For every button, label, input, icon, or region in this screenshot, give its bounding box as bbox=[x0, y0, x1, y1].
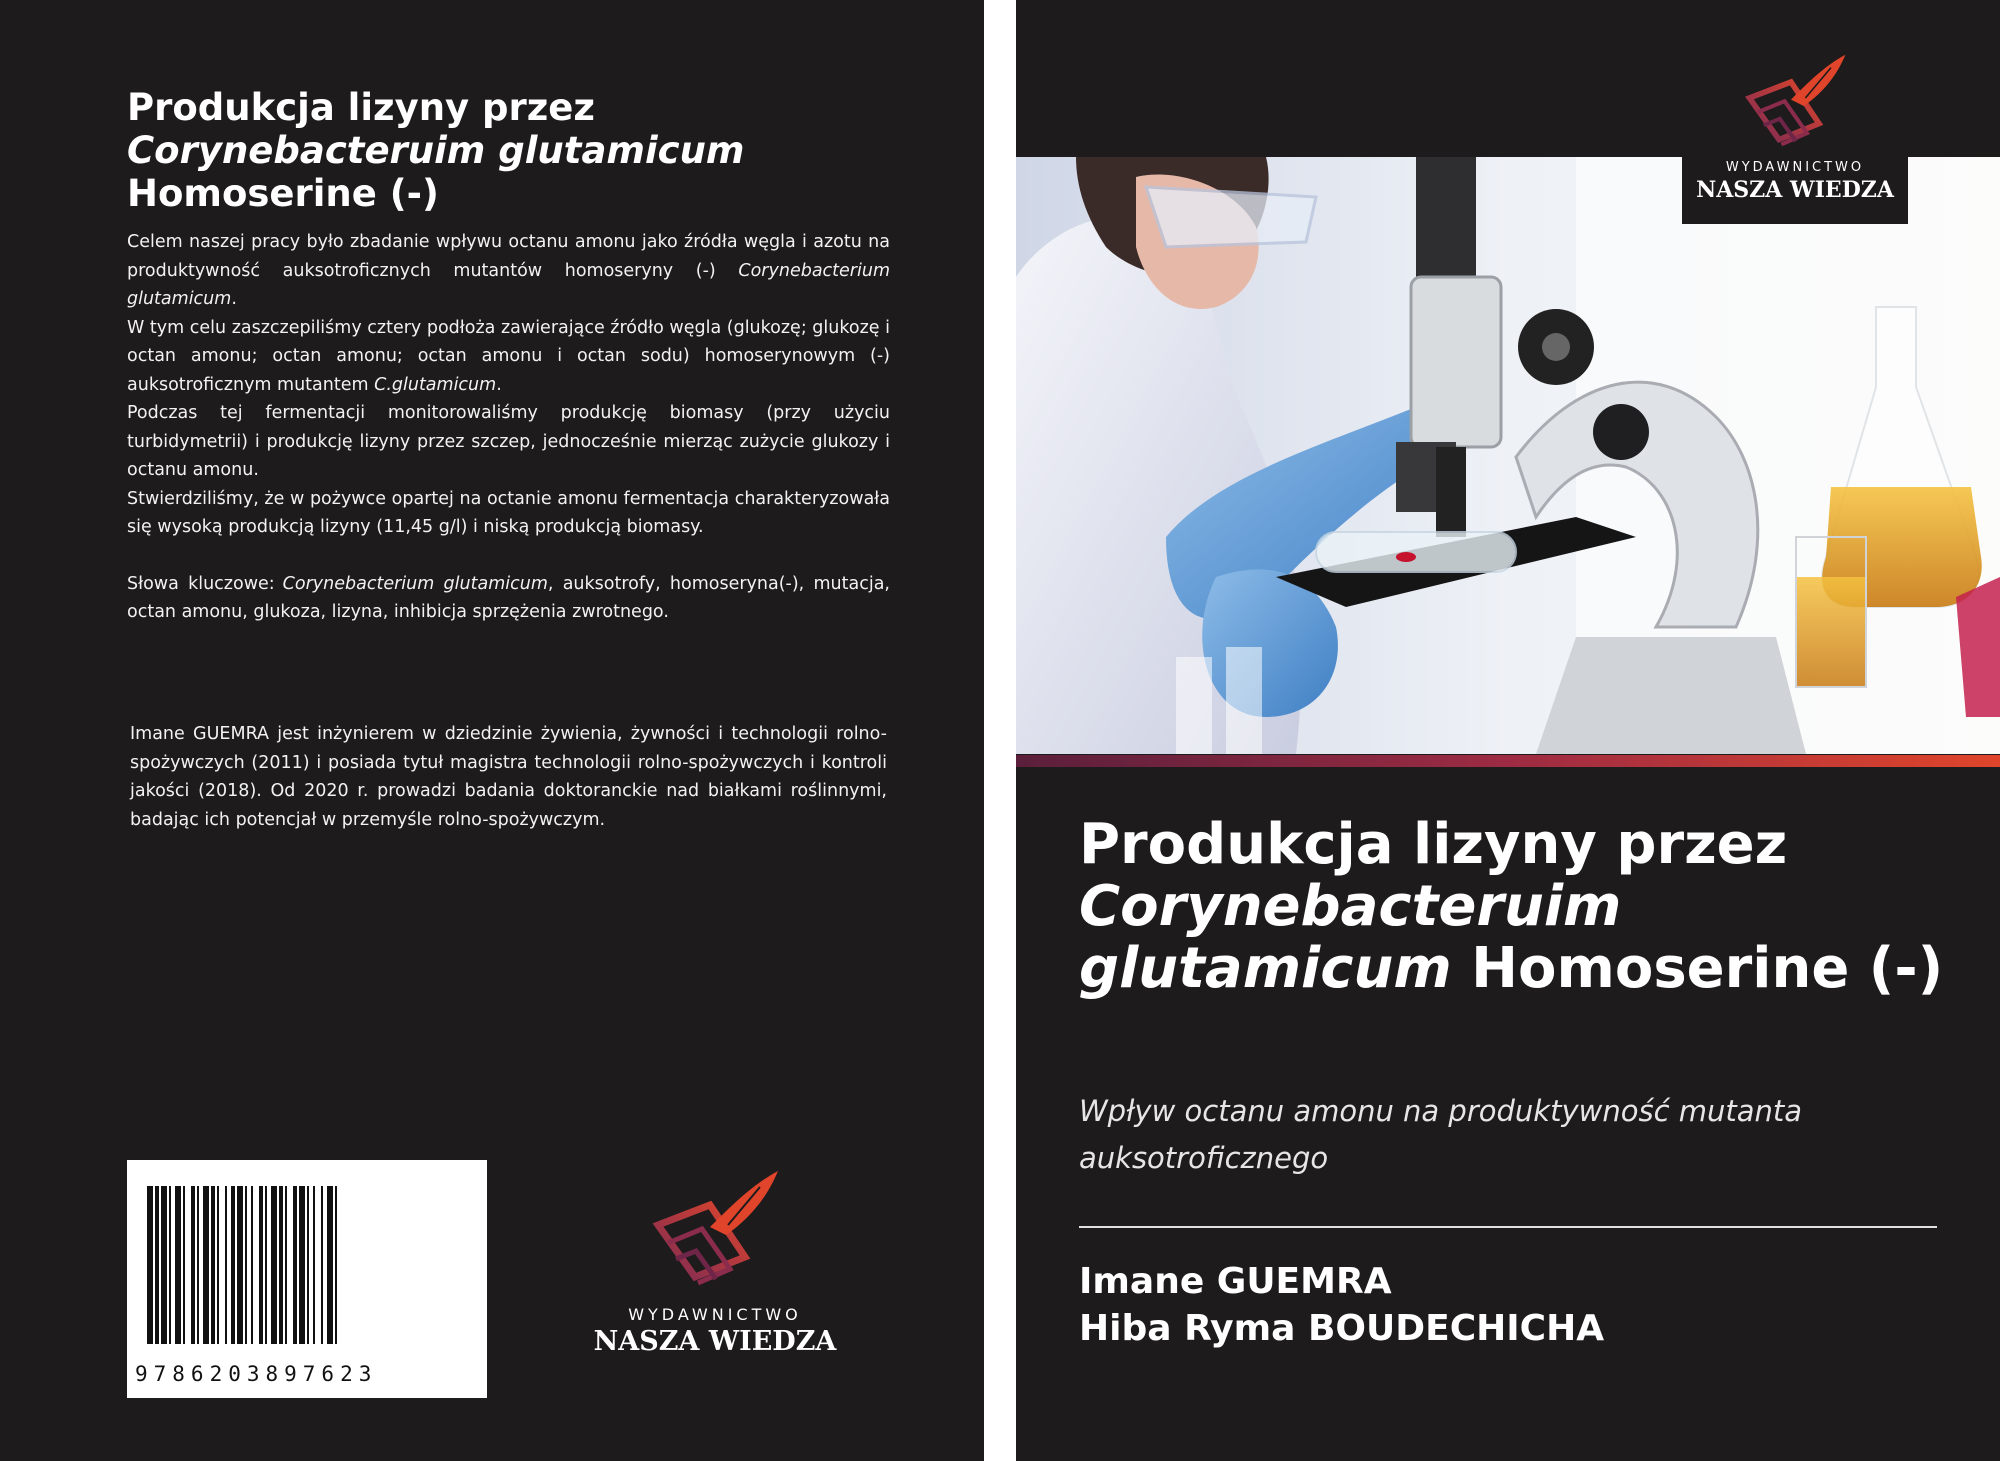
back-title-line3: Homoserine (-) bbox=[127, 172, 439, 215]
back-title bbox=[127, 86, 827, 215]
keywords-label: Słowa kluczowe: bbox=[127, 573, 275, 594]
divider bbox=[1079, 1226, 1937, 1228]
blurb-p2-species: C.glutamicum bbox=[374, 374, 497, 395]
publisher-line1: WYDAWNICTWO bbox=[1725, 160, 1865, 175]
blurb-p1-species: Corynebacterium glutamicum bbox=[127, 260, 890, 309]
cover-photo-microscope bbox=[1016, 157, 2000, 754]
isbn-barcode bbox=[127, 1160, 487, 1398]
publisher-logo-back bbox=[580, 1165, 850, 1357]
front-title-part3: Homoserine (-) bbox=[1451, 936, 1944, 1001]
author-bio: Imane GUEMRA jest inżynierem w dziedzinie żywienia, żywności i technologii rolno-spożywczych (2011) i posiada tytuł magistra technologii rolno-spożywczych i kontroli jakości (2018). Od 2020 r. prowadzi badania doktoranckie nad białkami roślinnymi, badając ich potencjał w przemyśle rolno-spożywczym. bbox=[130, 724, 887, 830]
book-quill-icon bbox=[1735, 50, 1855, 154]
publisher-line1: WYDAWNICTWO bbox=[628, 1305, 802, 1324]
keywords bbox=[127, 570, 890, 627]
blurb-p1-end: . bbox=[231, 289, 237, 309]
front-cover bbox=[1016, 0, 2000, 1461]
book-quill-icon bbox=[640, 1165, 790, 1295]
microscope-scene-image bbox=[1016, 157, 2000, 754]
front-title-species: Corynebacteruim glutamicum bbox=[1079, 874, 1622, 1001]
front-subtitle: Wpływ octanu amonu na produktywność mutanta auksotroficznego bbox=[1079, 1094, 1803, 1175]
back-title-line1: Produkcja lizyny przez bbox=[127, 86, 595, 129]
back-title-line2: Corynebacteruim glutamicum bbox=[127, 129, 745, 172]
front-title bbox=[1079, 814, 1979, 1000]
blurb-paragraph-2 bbox=[127, 314, 890, 400]
author-1: Imane GUEMRA bbox=[1079, 1261, 1392, 1302]
blurb-p2-end: . bbox=[496, 374, 502, 395]
publisher-line2: NASZA WIEDZA bbox=[1696, 177, 1894, 203]
back-blurb bbox=[127, 228, 890, 627]
publisher-line2: NASZA WIEDZA bbox=[593, 1326, 837, 1357]
accent-strip bbox=[1016, 755, 2000, 767]
front-title-part1: Produkcja lizyny przez bbox=[1079, 812, 1788, 877]
barcode-bars bbox=[147, 1186, 467, 1344]
back-cover bbox=[0, 0, 984, 1461]
keywords-list: , auksotrofy, homoseryna(-), mutacja, octan amonu, glukoza, lizyna, inhibicja sprzężenia zwrotnego. bbox=[127, 573, 890, 622]
blurb-p1-text: Celem naszej pracy było zbadanie wpływu octanu amonu jako źródła węgla i azotu na produktywność auksotroficznych mutantów homoseryny (-) bbox=[127, 232, 890, 281]
blurb-paragraph-1 bbox=[127, 228, 890, 314]
authors bbox=[1079, 1258, 1604, 1352]
keywords-species: Corynebacterium glutamicum bbox=[282, 573, 548, 594]
author-2: Hiba Ryma BOUDECHICHA bbox=[1079, 1308, 1605, 1349]
blurb-paragraph-4: Stwierdziliśmy, że w pożywce opartej na octanie amonu fermentacja charakteryzowała się wysoką produkcją lizyny (11,45 g/l) i niską produkcją biomasy. bbox=[127, 488, 890, 537]
blurb-paragraph-3: Podczas tej fermentacji monitorowaliśmy produkcję biomasy (przy użyciu turbidymetrii) i produkcję lizyny przez szczep, jednocześnie mierząc zużycie glukozy i octanu amonu. bbox=[127, 403, 890, 480]
blurb-p2-text: W tym celu zaszczepiliśmy cztery podłoża zawierające źródło węgla (glukozę; glukozę i octan amonu; octan amonu; octan amonu i octan sodu) homoserynowym (-) auksotroficznym mutantem bbox=[127, 317, 890, 395]
isbn-digits: 9786203897623 bbox=[135, 1362, 378, 1386]
publisher-logo-front bbox=[1682, 50, 1908, 224]
